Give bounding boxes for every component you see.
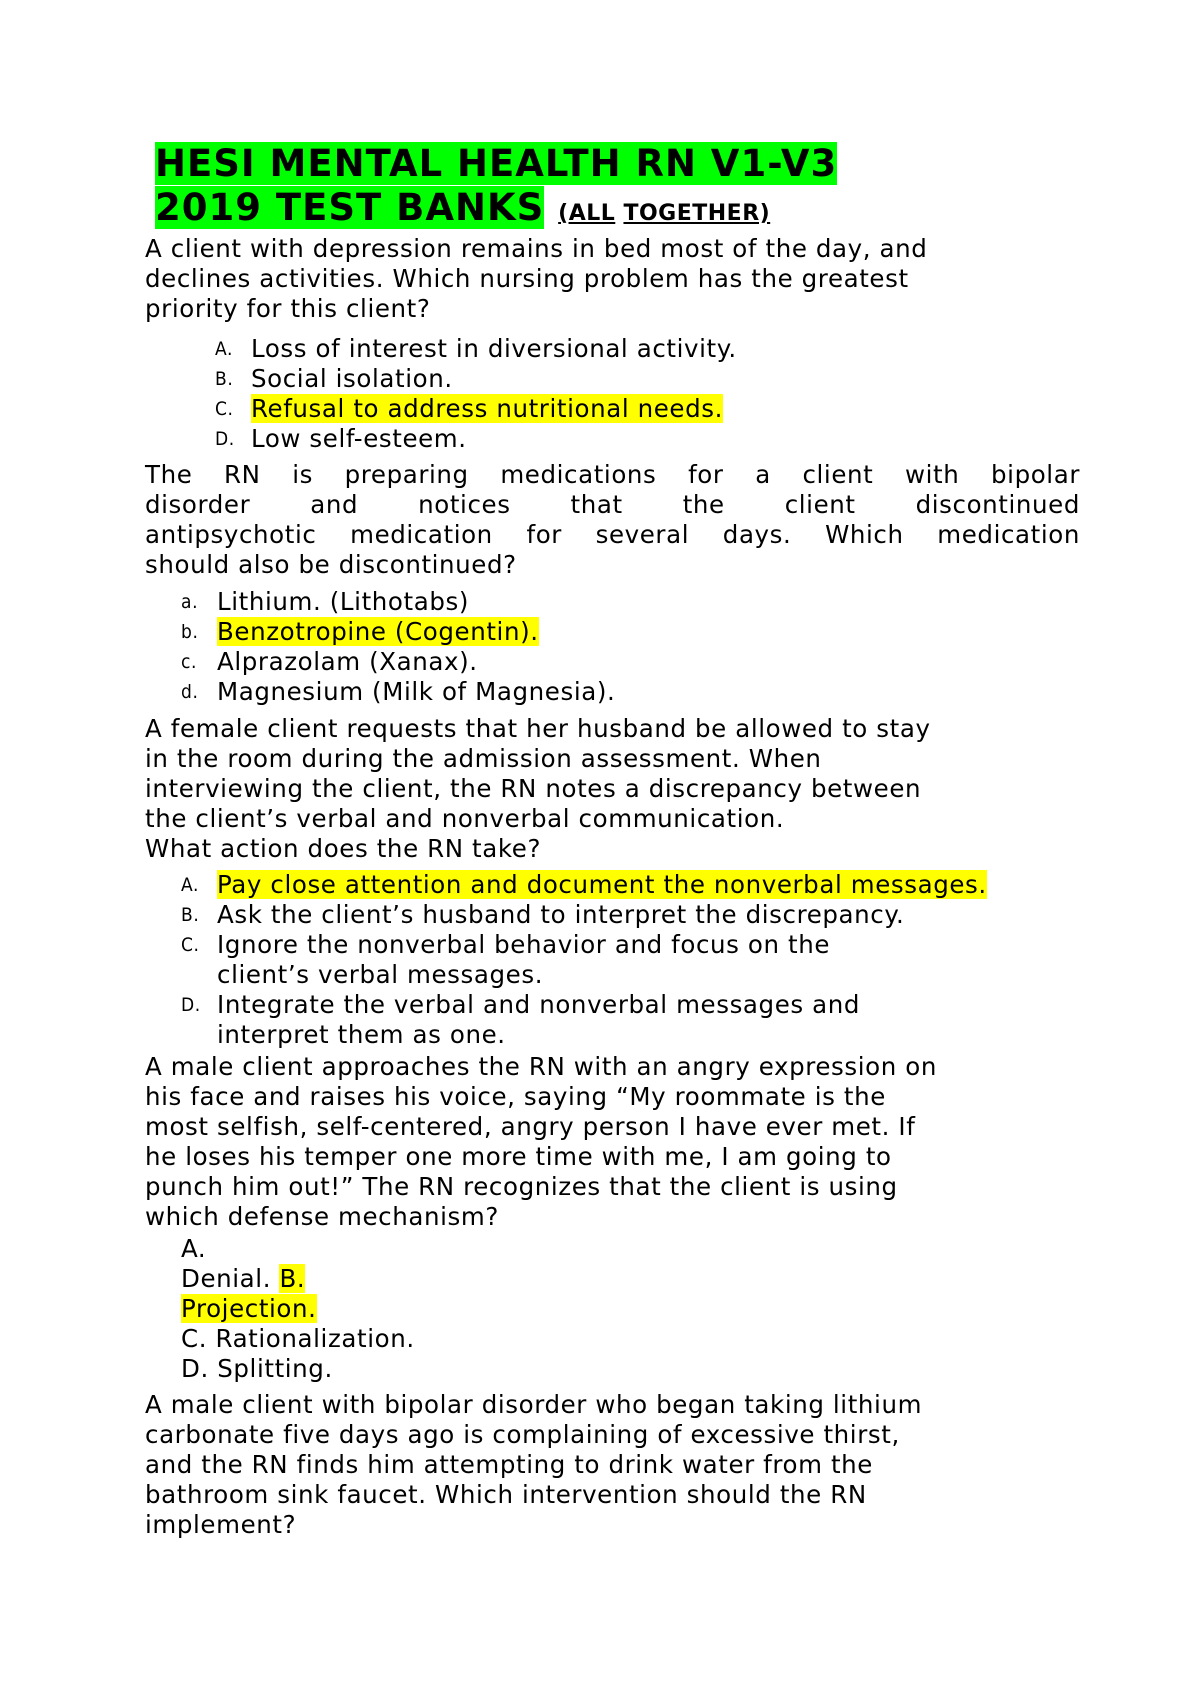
option-a-marker: A. (181, 1234, 207, 1263)
highlighted-answer: Refusal to address nutritional needs. (251, 394, 724, 423)
option-a (215, 334, 1075, 364)
question-line: disorder and notices that the client discontinued (145, 490, 1080, 519)
question-line: which defense mechanism? (145, 1202, 499, 1231)
option-marker: D. (181, 994, 201, 1016)
title-subtitle (558, 201, 770, 226)
question-line: in the room during the admission assessment. When (145, 744, 822, 773)
option-a (181, 587, 1061, 617)
question-line: should also be discontinued? (145, 550, 517, 579)
option-a-text: Denial. (181, 1264, 272, 1293)
option-d (215, 424, 1075, 454)
option-text (251, 364, 1075, 394)
question-line: and the RN finds him attempting to drink water from the (145, 1450, 873, 1479)
option-label: interpret them as one. (217, 1020, 506, 1049)
option-text (217, 990, 1101, 1050)
option-b-marker: B. (279, 1264, 306, 1293)
question-line: priority for this client? (145, 294, 431, 323)
question-5-text (145, 1390, 1080, 1540)
question-1-text (145, 234, 1080, 324)
option-b-line (181, 1294, 415, 1324)
highlighted-answer: Benzotropine (Cogentin). (217, 617, 539, 646)
option-text (251, 424, 1075, 454)
question-line: A male client approaches the RN with an angry expression on (145, 1052, 937, 1081)
question-1-options (215, 334, 1075, 454)
option-label: Magnesium (Milk of Magnesia). (217, 677, 616, 706)
option-text (251, 394, 1075, 424)
option-marker: d. (181, 681, 199, 703)
question-2-text (145, 460, 1080, 580)
option-marker: A. (181, 874, 199, 896)
option-label: Ask the client’s husband to interpret the discrepancy. (217, 900, 905, 929)
option-a-correct (181, 870, 1101, 900)
question-line: most selfish, self-centered, angry person I have ever met. If (145, 1112, 916, 1141)
option-c (181, 647, 1061, 677)
question-line: his face and raises his voice, saying “My roommate is the (145, 1082, 886, 1111)
question-4-options (181, 1234, 415, 1384)
option-marker: D. (215, 428, 235, 450)
option-c: C. Rationalization. (181, 1324, 415, 1353)
question-line: punch him out!” The RN recognizes that the client is using (145, 1172, 898, 1201)
option-label: Loss of interest in diversional activity. (251, 334, 737, 363)
option-text (217, 647, 1061, 677)
option-marker: C. (181, 934, 200, 956)
title-text-2: 2019 TEST BANKS (155, 186, 545, 229)
option-label: Integrate the verbal and nonverbal messages and (217, 990, 861, 1019)
option-b (181, 900, 1101, 930)
option-text (217, 617, 1061, 647)
question-line: bathroom sink faucet. Which intervention should the RN (145, 1480, 867, 1509)
option-c (181, 930, 1101, 990)
option-c-correct (215, 394, 1075, 424)
question-line: A female client requests that her husband be allowed to stay (145, 714, 931, 743)
question-line: A client with depression remains in bed most of the day, and (145, 234, 928, 263)
option-marker: B. (215, 368, 234, 390)
highlighted-answer: Pay close attention and document the nonverbal messages. (217, 870, 987, 899)
option-marker: c. (181, 651, 198, 673)
option-d (181, 990, 1101, 1050)
question-line: The RN is preparing medications for a client with bipolar (145, 460, 1080, 489)
option-marker: B. (181, 904, 200, 926)
question-line: antipsychotic medication for several days. Which medication (145, 520, 1080, 549)
option-text (217, 870, 1101, 900)
question-2-options (181, 587, 1061, 707)
option-text (217, 587, 1061, 617)
option-b-correct (181, 617, 1061, 647)
option-marker: b. (181, 621, 199, 643)
option-d (181, 677, 1061, 707)
option-text (251, 334, 1075, 364)
title-text-1: HESI MENTAL HEALTH RN V1-V3 (155, 142, 838, 185)
option-a-line (181, 1264, 415, 1294)
question-line: interviewing the client, the RN notes a discrepancy between (145, 774, 922, 803)
option-text (217, 930, 1101, 990)
option-d: D. Splitting. (181, 1354, 333, 1383)
question-line: the client’s verbal and nonverbal communication. (145, 804, 785, 833)
option-label: Low self-esteem. (251, 424, 467, 453)
option-label: Lithium. (Lithotabs) (217, 587, 469, 616)
subtitle-open: (ALL (558, 201, 616, 226)
option-marker: A. (215, 338, 233, 360)
option-label: Alprazolam (Xanax). (217, 647, 478, 676)
title-line-1 (155, 142, 1055, 186)
question-line: implement? (145, 1510, 297, 1539)
question-3-options (181, 870, 1101, 1050)
option-marker: a. (181, 591, 199, 613)
question-line: carbonate five days ago is complaining of excessive thirst, (145, 1420, 900, 1449)
question-line: he loses his temper one more time with me, I am going to (145, 1142, 892, 1171)
option-label: client’s verbal messages. (217, 960, 544, 989)
title-line-2 (155, 186, 1055, 236)
subtitle-close: TOGETHER) (623, 201, 771, 226)
option-text (217, 677, 1061, 707)
option-text (217, 900, 1101, 930)
question-line: What action does the RN take? (145, 834, 542, 863)
option-label: Social isolation. (251, 364, 453, 393)
document-title (155, 142, 1055, 236)
option-label: Ignore the nonverbal behavior and focus on the (217, 930, 831, 959)
question-line: declines activities. Which nursing problem has the greatest (145, 264, 909, 293)
option-b (215, 364, 1075, 394)
option-marker: C. (215, 398, 234, 420)
question-3-text (145, 714, 1080, 864)
highlighted-answer: Projection. (181, 1294, 317, 1323)
question-line: A male client with bipolar disorder who began taking lithium (145, 1390, 923, 1419)
question-4-text (145, 1052, 1080, 1232)
